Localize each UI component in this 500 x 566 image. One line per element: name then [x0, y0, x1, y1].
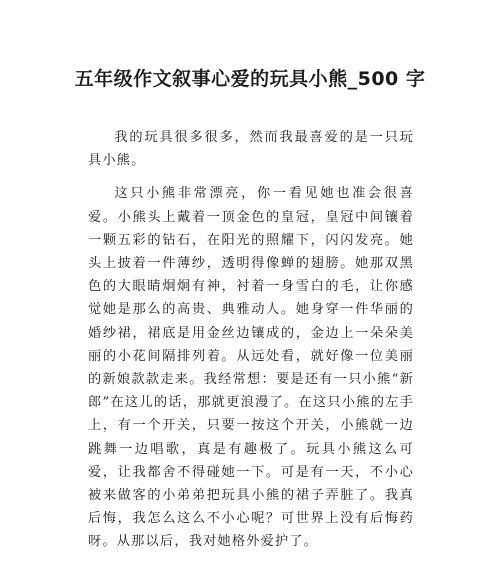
document-title: 五年级作文叙事心爱的玩具小熊_500 字 — [74, 68, 426, 90]
document-body — [88, 126, 414, 564]
paragraph-intro: 我的玩具很多很多，然而我最喜爱的是一只玩具小熊。 — [88, 130, 414, 169]
paragraph-description: 这只小熊非常漂亮，你一看见她也准会很喜爱。小熊头上戴着一顶金色的皇冠，皇冠中间镶着一颗五彩的钻石，在阳光的照耀下，闪闪发亮。她头上披着一件薄纱，透明得像蝉的翅膀。她那双黑色的大眼睛炯炯有神，衬着一身雪白的毛，让你感觉她是那么的高贵、典雅动人。她身穿一件华丽的婚纱裙，裙底是用金丝边镶成的，金边上一朵朵美丽的小花间隔排列着。从远处看，就好像一位美丽的新娘款款走来。我经常想：要是还有一只小熊“新郎”在这儿的话，那就更浪漫了。在这只小熊的左手上，有一个开关，只要一按这个开关，小熊就一边跳舞一边唱歌，真是有趣极了。玩具小熊这么可爱，让我都舍不得碰她一下。可是有一天，不小心被来做客的小弟弟把玩具小熊的裙子弄脏了。我真后悔，我怎么这么不小心呢？可世界上没有后悔药呀。从那以后，我对她格外爱护了。 — [88, 186, 414, 550]
